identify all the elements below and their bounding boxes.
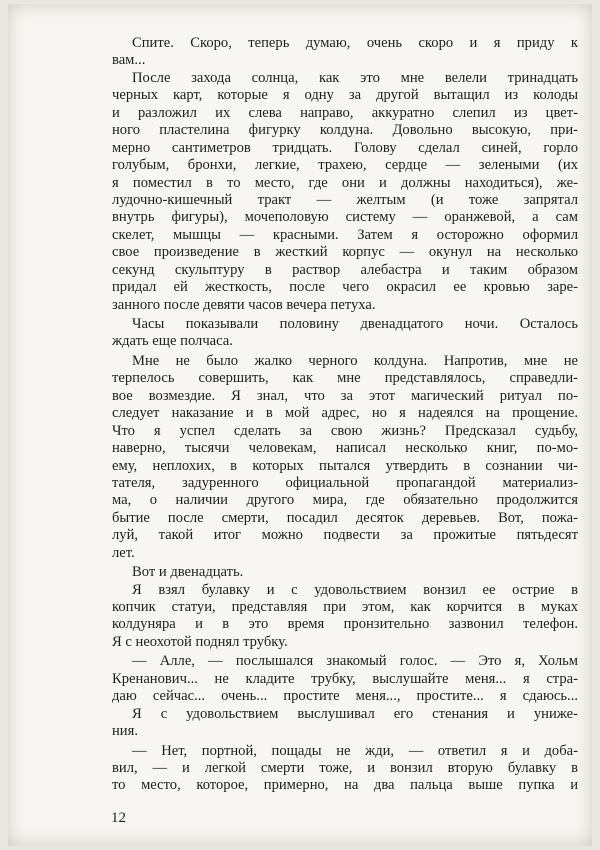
text-line: терпелось совершить, как мне представлялось, справедли- [112, 370, 578, 387]
text-line: тателя, задуренного официальной пропагандой материализ- [112, 474, 578, 491]
page-number: 12 [111, 810, 126, 826]
text-line: Что я успел сделать за свою жизнь? Предсказал судьбу, [112, 422, 578, 439]
text-line: внутрь фигуры), мочеполовую систему — оранжевой, а сам [112, 209, 578, 226]
text-line: я поместил в то место, где они и должны находиться), же- [112, 174, 578, 191]
text-line: лудочно-кишечный тракт — желтым (и тоже запрятал [112, 191, 578, 208]
text-line: секунд скульптуру в раствор алебастра и таким образом [112, 261, 578, 278]
text-line: колдуняра и в это время пронзительно зазвонил телефон. [112, 616, 578, 633]
text-line: наверно, тысячи человекам, написал несколько книг, по-мо- [112, 440, 578, 457]
text-line: свое произведение в жесткий корпус — окунул на несколько [112, 244, 578, 261]
text-line: ждать еще полчаса. [112, 333, 233, 350]
page-body-text [112, 35, 578, 795]
text-line: Я взял булавку и с удовольствием вонзил ее острие в [132, 581, 578, 598]
text-line: мерно сантиметров тридцать. Голову сделал синей, горло [112, 139, 578, 156]
text-line: ему, неплохих, в которых пытался утвердить в сознании чи- [112, 457, 578, 474]
text-line: ного пластелина фигурку колдуна. Довольно высокую, при- [112, 122, 578, 139]
text-line: копчик статуи, представляя при этом, как корчится в муках [112, 599, 578, 615]
text-line: черных карт, которые я одну за другой вытащил из колоды [112, 87, 578, 104]
text-line: вое возмездие. Я знал, что за этот магический ритуал по- [112, 387, 578, 404]
text-line: Кренанович... не кладите трубку, выслушайте меня... я стра- [112, 670, 578, 687]
text-line: После захода солнца, как это мне велели тринадцать [132, 69, 578, 86]
book-page [8, 4, 592, 846]
text-line: занного после девяти часов вечера петуха. [112, 296, 376, 313]
text-line: луй, такой итог можно подвести за прожитые пятьдесят [112, 527, 578, 544]
text-line: голубым, бронхи, легкие, трахею, сердце — зелеными (их [112, 157, 578, 174]
text-line: Мне не было жалко черного колдуна. Напротив, мне не [132, 352, 578, 369]
text-line: ния. [112, 723, 138, 740]
text-line: Я с удовольствием выслушивал его стенания и униже- [132, 705, 578, 722]
text-line: Часы показывали половину двенадцатого ночи. Осталось [132, 316, 578, 332]
text-line: Я с неохотой поднял трубку. [112, 633, 288, 650]
text-line: бытие после смерти, посадил десяток деревьев. Вот, пожа- [112, 509, 578, 526]
text-line: придал ей жесткость, после чего окрасил ее кровью заре- [112, 279, 578, 296]
text-line: то место, которое, примерно, на два пальца выше пупка и [112, 777, 578, 794]
text-line: ма, о наличии другого мира, где обязательно продолжится [112, 492, 578, 509]
text-line: и разложил их слева направо, аккуратно слепил из цвет- [112, 104, 578, 121]
text-line: — Нет, портной, пощады не жди, — ответил я и доба- [132, 742, 578, 759]
text-line: даю сейчас... очень... простите меня..., простите... я сдаюсь... [112, 688, 578, 705]
text-line: скелет, мышцы — красными. Затем я осторожно оформил [112, 226, 578, 243]
text-line: следует наказание и в мой адрес, но я надеялся на прощение. [112, 405, 578, 422]
text-line: вил, — и легкой смерти тоже, и вонзил вторую булавку в [112, 759, 578, 776]
text-line: Вот и двенадцать. [132, 564, 244, 581]
text-line: — Алле, — послышался знакомый голос. — Это я, Хольм [132, 653, 578, 670]
text-line: вам... [112, 52, 146, 69]
text-line: Спите. Скоро, теперь думаю, очень скоро и я приду к [132, 35, 578, 51]
text-line: лет. [112, 544, 135, 561]
